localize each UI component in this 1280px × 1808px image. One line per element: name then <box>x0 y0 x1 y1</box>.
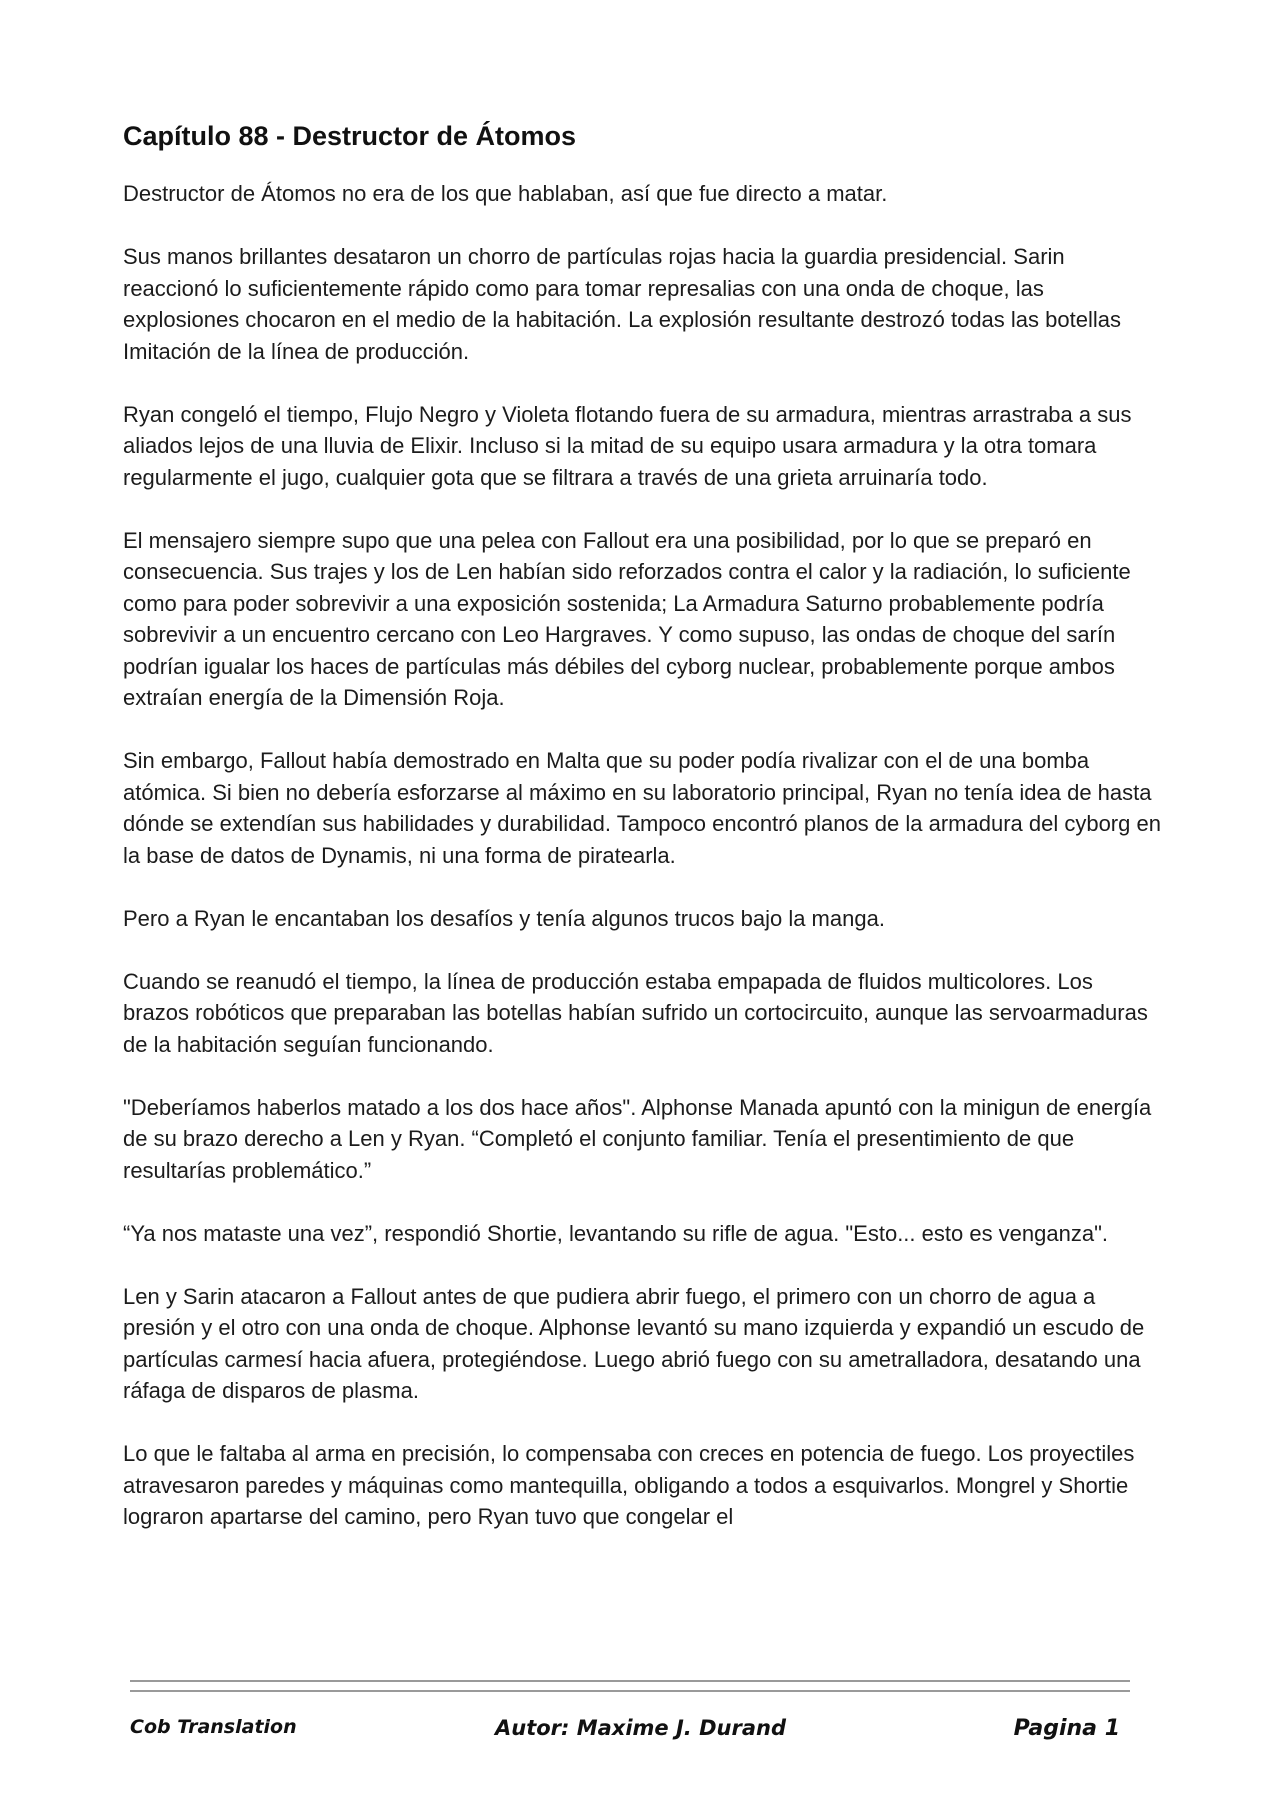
paragraph: Lo que le faltaba al arma en precisión, lo compensaba con creces en potencia de fuego. Los proyectiles atravesaron paredes y máquinas como mantequilla, obligando a todos a esquivarlos. Mongrel y Shortie lograron apartarse del camino, pero Ryan tuvo que congelar el <box>123 1441 1135 1529</box>
paragraph: El mensajero siempre supo que una pelea con Fallout era una posibilidad, por lo que se preparó en consecuencia. Sus trajes y los de Len habían sido reforzados contra el calor y la radiación, lo suficiente como para poder sobrevivir a una exposición sostenida; La Armadura Saturno probablemente podría sobrevivir a un encuentro cercano con Leo Hargraves. Y como supuso, las ondas de choque del sarín podrían igualar los haces de partículas más débiles del cyborg nuclear, probablemente porque ambos extraían energía de la Dimensión Roja. <box>123 527 1131 710</box>
paragraph: Len y Sarin atacaron a Fallout antes de que pudiera abrir fuego, el primero con un chorro de agua a presión y el otro con una onda de choque. Alphonse levantó su mano izquierda y expandió un escudo de partículas carmesí hacia afuera, protegiéndose. Luego abrió fuego con su ametralladora, desatando una ráfaga de disparos de plasma. <box>123 1283 1145 1403</box>
paragraph: Pero a Ryan le encantaban los desafíos y tenía algunos trucos bajo la manga. <box>123 905 885 931</box>
paragraph: Cuando se reanudó el tiempo, la línea de producción estaba empapada de fluidos multicolores. Los brazos robóticos que preparaban las botellas habían sufrido un cortocircuito, aunque las servoarmaduras de la habitación seguían funcionando. <box>123 968 1148 1057</box>
footer-page-number: Pagina 1 <box>1013 1716 1120 1741</box>
paragraph: "Deberíamos haberlos matado a los dos hace años". Alphonse Manada apuntó con la minigun de energía de su brazo derecho a Len y Ryan. “Completó el conjunto familiar. Tenía el presentimiento de que resultarías problemático.” <box>123 1094 1152 1183</box>
paragraph: Ryan congeló el tiempo, Flujo Negro y Violeta flotando fuera de su armadura, mientras arrastraba a sus aliados lejos de una lluvia de Elixir. Incluso si la mitad de su equipo usara armadura y la otra tomara regularmente el jugo, cualquier gota que se filtrara a través de una grieta arruinaría todo. <box>123 401 1132 490</box>
footer-divider-bottom <box>130 1690 1130 1692</box>
chapter-title: Capítulo 88 - Destructor de Átomos <box>123 121 577 151</box>
paragraph: Sin embargo, Fallout había demostrado en Malta que su poder podía rivalizar con el de una bomba atómica. Si bien no debería esforzarse al máximo en su laboratorio principal, Ryan no tenía idea de hasta dónde se extendían sus habilidades y durabilidad. Tampoco encontró planos de la armadura del cyborg en la base de datos de Dynamis, ni una forma de piratearla. <box>123 748 1161 868</box>
paragraph: Sus manos brillantes desataron un chorro de partículas rojas hacia la guardia presidencial. Sarin reaccionó lo suficientemente rápido como para tomar represalias con una onda de choque, las explosiones chocaron en el medio de la habitación. La explosión resultante destrozó todas las botellas Imitación de la línea de producción. <box>123 244 1121 364</box>
footer-divider-top <box>130 1680 1130 1682</box>
paragraph: “Ya nos mataste una vez”, respondió Shortie, levantando su rifle de agua. "Esto... esto es venganza". <box>123 1220 1109 1246</box>
footer-translator: Cob Translation <box>130 1716 297 1738</box>
page-footer <box>130 1716 1130 1746</box>
footer-author: Autor: Maxime J. Durand <box>495 1716 786 1740</box>
document-body <box>123 118 1163 1564</box>
paragraph: Destructor de Átomos no era de los que hablaban, así que fue directo a matar. <box>123 181 888 206</box>
